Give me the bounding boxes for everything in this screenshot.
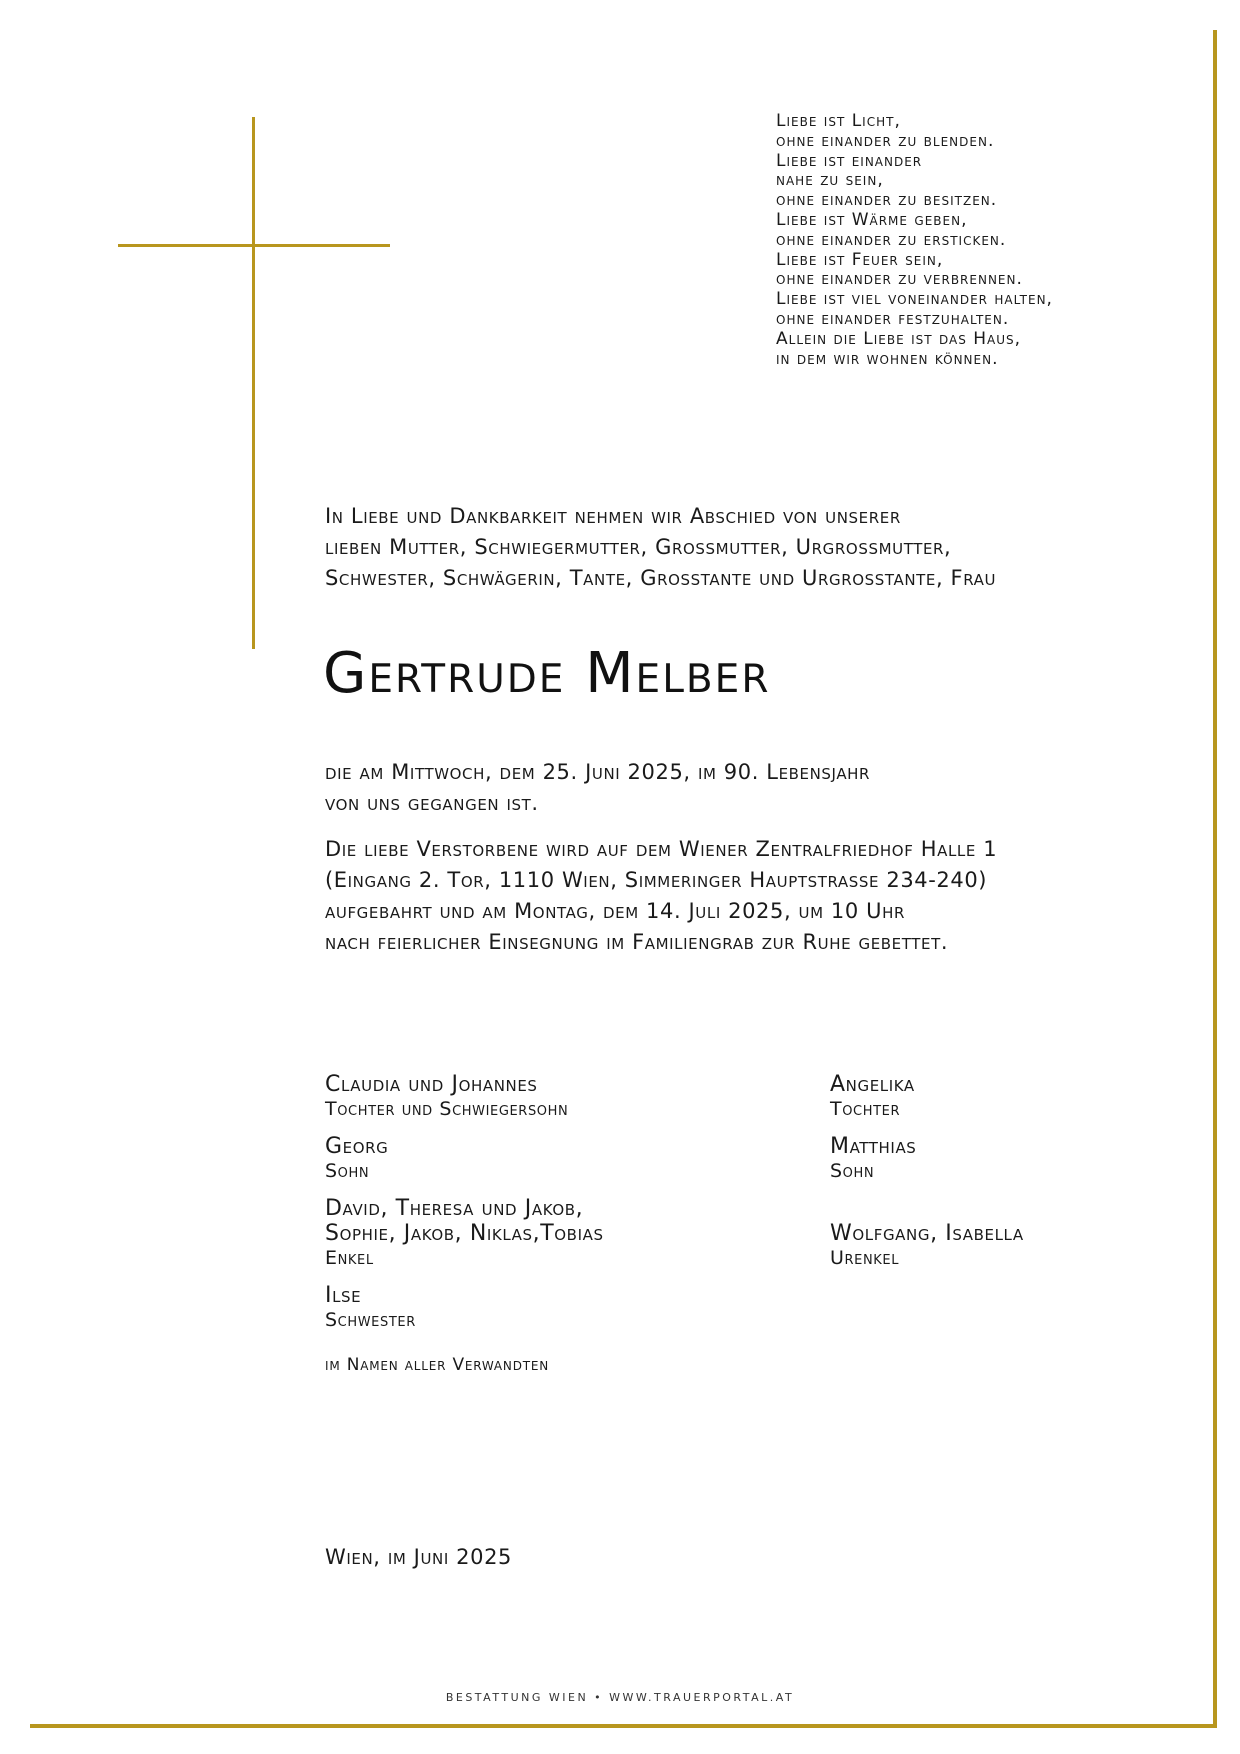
mourner-entry (830, 1134, 916, 1184)
death-info (325, 757, 870, 819)
frame-border-bottom (30, 1724, 1217, 1728)
cross-horizontal-bar (118, 244, 390, 247)
mourner-entry (830, 1072, 915, 1122)
poem-line: nahe zu sein, (776, 170, 884, 191)
deceased-name: Gertrude Melber (323, 641, 771, 706)
mourner-name: Georg (325, 1134, 389, 1159)
mourner-relation: Enkel (325, 1247, 374, 1269)
mourner-name: Sophie, Jakob, Niklas,Tobias (325, 1221, 604, 1246)
intro-line: lieben Mutter, Schwiegermutter, Grossmutter, Urgrossmutter, (325, 535, 952, 559)
poem-line: ohne einander zu besitzen. (776, 190, 998, 211)
footer-credit: BESTATTUNG WIEN • WWW.TRAUERPORTAL.AT (445, 1691, 795, 1704)
poem-line: ohne einander zu ersticken. (776, 229, 1007, 250)
poem-line: Allein die Liebe ist das Haus, (776, 328, 1022, 349)
funeral-info-line: nach feierlicher Einsegnung im Familiengrab zur Ruhe gebettet. (325, 930, 949, 954)
funeral-info-line: aufgebahrt und am Montag, dem 14. Juli 2025, um 10 Uhr (325, 899, 905, 923)
mourner-entry (830, 1221, 1024, 1271)
mourner-relation: Urenkel (830, 1247, 900, 1269)
funeral-info (325, 834, 997, 958)
mourner-name: Ilse (325, 1283, 362, 1308)
mourner-relation: Schwester (325, 1309, 416, 1331)
funeral-info-line: (Eingang 2. Tor, 1110 Wien, Simmeringer Hauptstrasse 234-240) (325, 868, 988, 892)
mourner-name: David, Theresa und Jakob, (325, 1196, 584, 1221)
mourner-relation: Tochter und Schwiegersohn (325, 1098, 569, 1120)
poem-line: Liebe ist einander (776, 150, 923, 171)
mourner-entry (325, 1196, 604, 1271)
intro-text (325, 501, 996, 594)
mourner-name: Claudia und Johannes (325, 1072, 538, 1097)
death-info-line: von uns gegangen ist. (325, 791, 539, 815)
mourner-entry (325, 1134, 388, 1184)
poem-line: Liebe ist Licht, (776, 111, 901, 131)
mourner-entry (325, 1072, 568, 1122)
mourner-name: Wolfgang, Isabella (830, 1221, 1024, 1246)
intro-line: Schwester, Schwägerin, Tante, Grosstante und Urgrosstante, Frau (325, 566, 997, 590)
mourner-name: Angelika (830, 1072, 915, 1097)
poem-line: ohne einander zu blenden. (776, 130, 995, 151)
mourner-entry (325, 1283, 416, 1333)
place-date: Wien, im Juni 2025 (325, 1545, 513, 1569)
mourner-name: Matthias (830, 1134, 917, 1159)
death-info-line: die am Mittwoch, dem 25. Juni 2025, im 90. Lebensjahr (325, 760, 871, 784)
frame-border-right (1213, 30, 1217, 1728)
poem-line: Liebe ist viel voneinander halten, (776, 289, 1053, 310)
intro-line: In Liebe und Dankbarkeit nehmen wir Abschied von unserer (325, 504, 901, 528)
poem-line: ohne einander festzuhalten. (776, 308, 1010, 329)
cross-vertical-bar (252, 117, 255, 649)
funeral-info-line: Die liebe Verstorbene wird auf dem Wiener Zentralfriedhof Halle 1 (325, 837, 998, 861)
mourner-relation: Sohn (325, 1160, 370, 1182)
poem (776, 112, 1053, 369)
poem-line: Liebe ist Feuer sein, (776, 249, 944, 270)
mourner-relation: Sohn (830, 1160, 875, 1182)
poem-line: Liebe ist Wärme geben, (776, 209, 968, 230)
poem-line: ohne einander zu verbrennen. (776, 269, 1023, 290)
on-behalf-text: im Namen aller Verwandten (325, 1355, 550, 1375)
poem-line: in dem wir wohnen können. (776, 348, 999, 369)
mourner-relation: Tochter (830, 1098, 901, 1120)
